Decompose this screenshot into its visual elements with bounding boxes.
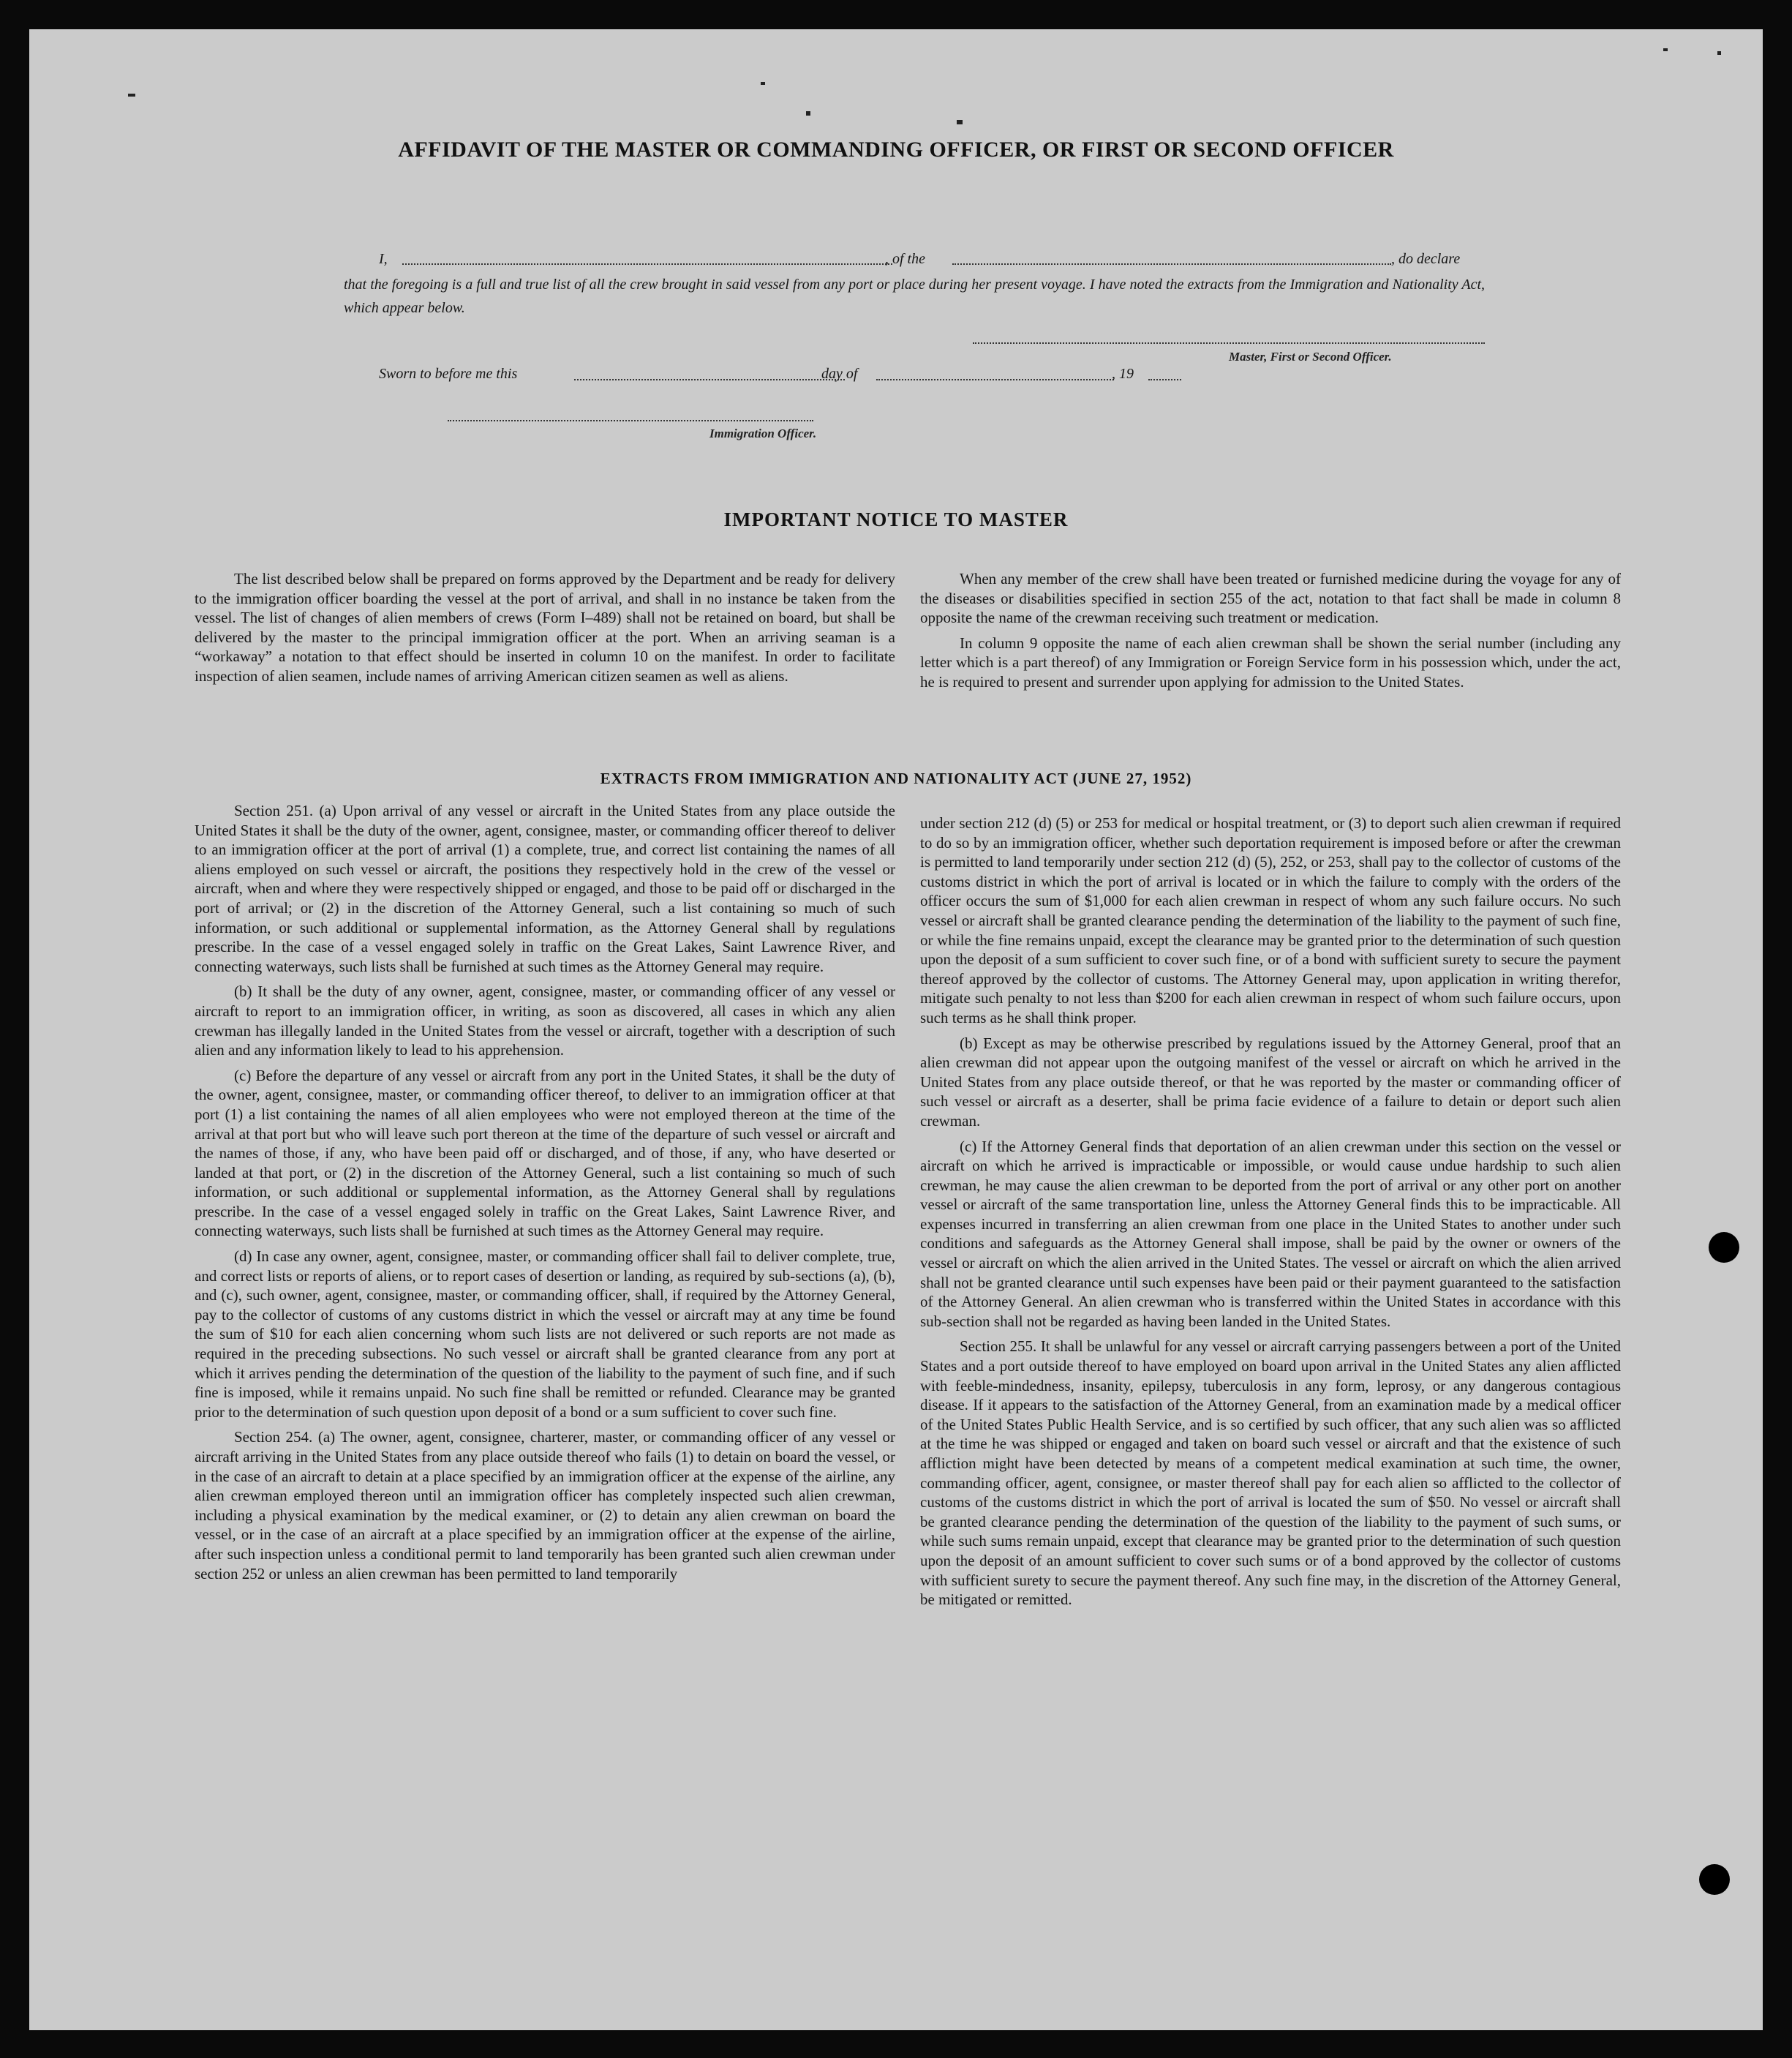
- extract-paragraph: (b) It shall be the duty of any owner, agent, consignee, master, or commanding officer of any vessel or aircraft to report to an immigration officer, in writing, as soon as discovered, all cases in which any alien crewman has illegally landed in the United States from the vessel or aircraft, together with a description of such alien and any information likely to lead to his apprehension.: [195, 983, 895, 1059]
- notice-paragraph: In column 9 opposite the name of each alien crewman shall be shown the serial number (including any letter which is a part thereof) of any Immigration or Foreign Service form in his possession which, under the act, he is required to present and surrender upon applying for admission to the United States.: [920, 634, 1621, 691]
- extract-paragraph: Section 255. It shall be unlawful for any vessel or aircraft carrying passengers between a port of the United States and a port outside thereof to have employed on board upon arrival in the United States any alien afflicted with feeble-mindedness, insanity, epilepsy, tuberculosis in any form, leprosy, or any dangerous contagious disease. If it appears to the satisfaction of the Attorney General, from an examination made by a medical officer of the United States Public Health Service, and is so certified by such officer, that any such alien was so afflicted at the time he was shipped or engaged and taken on board such vessel or aircraft and that the existence of such affliction might have been detected by means of a competent medical examination at such time, the owner, commanding officer, agent, consignee, or master thereof shall pay for each alien so afflicted to the collector of customs of the customs district in which the port of arrival is located the sum of $50. No vessel or aircraft shall be granted clearance pending the determination of the question of the liability to the payment of such sums, or while such sums remain unpaid, except that clearance may be granted prior to the determination of such question upon the deposit of an amount sufficient to cover such sums or of a bond approved by the collector of customs with sufficient surety to secure the payment thereof. Any such fine may, in the discretion of the Attorney General, be mitigated or remitted.: [920, 1337, 1621, 1609]
- affidavit-title: AFFIDAVIT OF THE MASTER OR COMMANDING OFFICER, OR FIRST OR SECOND OFFICER: [398, 138, 1394, 162]
- extract-paragraph: (c) Before the departure of any vessel or aircraft from any port in the United States, it shall be the duty of the owner, agent, consignee, master, or commanding officer thereof, to deliver to an immigration officer at that port (1) a list containing the names of all alien employees who were not employed thereon at the time of the arrival at that port but who will leave such port thereon at the time of the departure of such vessel or aircraft and the names of those, if any, who have been paid off or discharged, and of those, if any, who have deserted or landed at that port, or (2) in the discretion of the Attorney General, such a list containing so much of such information, or such additional or supplemental information, as the Attorney General shall by regulations prescribe. In the case of a vessel engaged solely in traffic on the Great Lakes, Saint Lawrence River, and connecting waterways, such lists shall be furnished at such times as the Attorney General may require.: [195, 1066, 895, 1240]
- declaration-i: I,: [379, 251, 388, 267]
- scan-speck: [1663, 48, 1668, 51]
- document-page: [29, 29, 1763, 2030]
- notice-left-column: [195, 569, 895, 692]
- officer-signature-line[interactable]: [448, 420, 813, 421]
- master-signature-line[interactable]: [973, 342, 1485, 344]
- declaration-of-the: , of the: [885, 251, 925, 267]
- extract-paragraph: Section 254. (a) The owner, agent, consignee, charterer, master, or commanding officer of any vessel or aircraft arriving in the United States from any place outside thereof who fails (1) to detain on board the vessel, or in the case of an aircraft to detain at a place specified by an immigration officer at the expense of the airline, any alien crewman employed thereon until an immigration officer has completely inspected such alien crewman, including a physical examination by the medical examiner, or (2) to detain any alien crewman on board the vessel, or in the case of an aircraft at a place specified by an immigration officer at the expense of the airline, after such inspection unless a conditional permit to land temporarily has been granted such alien crewman under section 252 or unless an alien crewman has been permitted to land temporarily: [195, 1428, 895, 1582]
- sworn-to-before: Sworn to before me this: [379, 366, 518, 382]
- master-signature-label: Master, First or Second Officer.: [1229, 350, 1392, 364]
- extracts-right-column: [920, 814, 1621, 1615]
- notice-right-column: [920, 569, 1621, 698]
- notice-paragraph: When any member of the crew shall have been treated or furnished medicine during the voyage for any of the diseases or disabilities specified in section 255 of the act, notation to that fact shall be made in column 8 opposite the name of the crewman receiving such treatment or medication.: [920, 570, 1621, 627]
- vessel-blank[interactable]: [952, 263, 1391, 265]
- extract-paragraph: (b) Except as may be otherwise prescribed by regulations issued by the Attorney General, proof that an alien crewman did not appear upon the outgoing manifest of the vessel or aircraft on which he arrived in the United States from any place outside thereof, or that he was reported by the master or commanding officer of such vessel or aircraft as a deserter, shall be prima facie evidence of a failure to detain or deport such alien crewman.: [920, 1034, 1621, 1130]
- extracts-left-column: [195, 801, 895, 1589]
- extract-paragraph: Section 251. (a) Upon arrival of any vessel or aircraft in the United States from any place outside the United States it shall be the duty of the owner, agent, consignee, master, or commanding officer thereof to deliver to an immigration officer at the port of arrival (1) a complete, true, and correct list containing the names of all aliens employed on such vessel or aircraft, the positions they respectively hold in the crew of the vessel or aircraft, when and where they were respectively shipped or engaged, and those to be paid off or discharged in the port of arrival; or (2) in the discretion of the Attorney General, such a list containing so much of such information, or such additional or supplemental information, as the Attorney General shall by regulations prescribe. In the case of a vessel engaged solely in traffic on the Great Lakes, Saint Lawrence River, and connecting waterways, such lists shall be furnished at such times as the Attorney General may require.: [195, 802, 895, 975]
- scan-speck: [806, 111, 810, 116]
- sworn-day-of: day of: [821, 366, 858, 382]
- name-blank[interactable]: [402, 263, 892, 265]
- scan-speck: [128, 94, 135, 97]
- scan-speck: [1717, 51, 1721, 55]
- notice-paragraph: The list described below shall be prepared on forms approved by the Department and be ready for delivery to the immigration officer boarding the vessel at the port of arrival, and shall in no instance be taken from the vessel. The list of changes of alien members of crews (Form I–489) shall not be retained on board, but shall be delivered by the master to the principal immigration officer at the port. When an arriving seaman is a “workaway” a notation to that effect should be inserted in column 10 on the manifest. In order to facilitate inspection of alien seamen, include names of arriving American citizen seamen as well as aliens.: [195, 570, 895, 685]
- extract-paragraph: (c) If the Attorney General finds that deportation of an alien crewman under this section on the vessel or aircraft on which he arrived is impracticable or impossible, or would cause undue hardship to such alien crewman, he may cause the alien crewman to be deported from the port of arrival or any other port on another vessel or aircraft of the same transportation line, unless the Attorney General finds this to be impracticable. All expenses incurred in transferring an alien crewman from one place in the United States to another under such conditions and safeguards as the Attorney General shall impose, shall be paid by the owner or owners of the vessel or aircraft on which the alien arrived in the United States. The vessel or aircraft on which the alien arrived shall not be granted clearance until such expenses have been paid or their payment guaranteed to the satisfaction of the Attorney General. An alien crewman who is transferred within the United States in accordance with this sub-section shall not be regarded as having been landed in the United States.: [920, 1137, 1621, 1330]
- scan-speck: [761, 82, 765, 85]
- notice-heading: IMPORTANT NOTICE TO MASTER: [723, 508, 1069, 530]
- extract-paragraph: (d) In case any owner, agent, consignee, master, or commanding officer shall fail to deliver complete, true, and correct lists or reports of aliens, or to report cases of desertion or landing, as required by sub-sections (a), (b), and (c), such owner, agent, consignee, master, or commanding officer, shall, if required by the Attorney General, pay to the collector of customs of any customs district in which the vessel or aircraft may at any time be found the sum of $10 for each alien concerning whom such lists are not delivered or such reports are not made as required in the preceding subsections. No such vessel or aircraft shall be granted clearance from any port at which it arrives pending the determination of the question of the liability to the payment of such fine, and if such fine is imposed, while it remains unpaid. No such fine shall be remitted or refunded. Clearance may be granted prior to the determination of such question upon deposit of a bond or a sum sufficient to cover such fine.: [195, 1247, 895, 1421]
- sworn-year-blank[interactable]: [1148, 379, 1181, 380]
- punch-hole: [1709, 1232, 1739, 1263]
- declaration-text: that the foregoing is a full and true list of all the crew brought in said vessel from any port or place during her present voyage. I have noted the extracts from the Immigration and Nationality Act, which appear below.: [344, 277, 1485, 316]
- scan-speck: [957, 120, 963, 124]
- punch-hole: [1699, 1864, 1730, 1895]
- officer-signature-label: Immigration Officer.: [709, 427, 817, 440]
- extract-paragraph: under section 212 (d) (5) or 253 for medical or hospital treatment, or (3) to deport such alien crewman if required to do so by an immigration officer, whether such deportation requirement is imposed before or after the crewman is permitted to land temporarily under section 212 (d) (5), 252, or 253, shall pay to the collector of customs of the customs district in which the port of arrival is located or in which the failure to comply with the orders of the officer occurs the sum of $1,000 for each alien crewman in respect of whom any such failure occurs. No such vessel or aircraft shall be granted clearance pending the determination of the liability to the payment of such fine, or while the fine remains unpaid, except the clearance may be granted prior to the determination of such question upon the deposit of a sum sufficient to cover such fine, or of a bond with sufficient surety to secure the payment thereof approved by the collector of customs. The Attorney General may, upon application in writing therefor, mitigate such penalty to not less than $200 for each alien crewman in respect of whom such failure occurs, upon such terms as he shall think proper.: [920, 814, 1621, 1026]
- sworn-year: , 19: [1112, 366, 1134, 382]
- extracts-heading: EXTRACTS FROM IMMIGRATION AND NATIONALITY ACT (JUNE 27, 1952): [600, 770, 1192, 787]
- sworn-day-blank[interactable]: [574, 379, 845, 380]
- sworn-month-blank[interactable]: [876, 379, 1114, 380]
- declaration-do-declare: , do declare: [1391, 251, 1461, 267]
